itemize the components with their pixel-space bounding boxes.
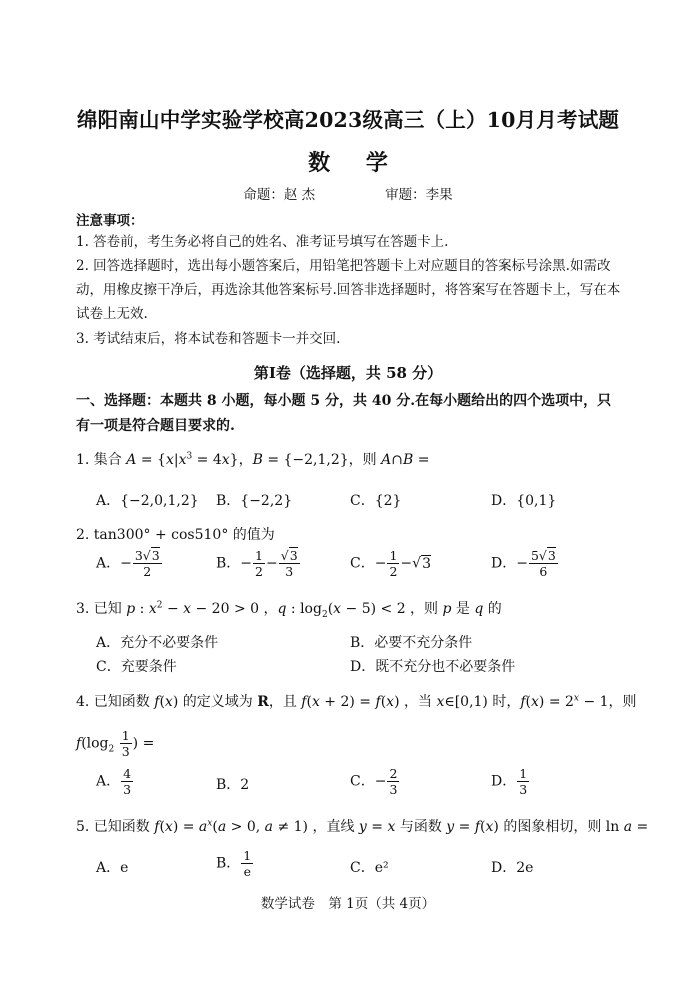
setter-label: 命题：赵 杰 [243,187,316,203]
notice-item-3: 3. 考试结束后，将本试卷和答题卡一并交回. [76,331,341,347]
page-footer: 数学试卷 第 1页（共 4页） [260,896,436,912]
q4-option-b: B．2 [216,777,250,793]
q5-option-c: C．e² [350,860,389,876]
q3-option-a: A．充分不必要条件 [96,635,219,651]
q1-option-a: A．{−2,0,1,2} [96,493,199,509]
authors-line [0,183,696,203]
q1-option-b: B．{−2,2} [216,493,293,509]
question-5-stem: 5. 已知函数 $f(x) = a^x(a > 0$, a ≠ 1) ，直线 y = x 与函数 y = f(x) 的图象相切，则 ln a = [76,818,649,835]
q5-option-a: A．e [96,860,129,876]
q2-option-c: C．− $\frac{1}{2}$ −√3 [350,548,431,579]
exam-title: 绵阳南山中学实验学校高2023级高三（上）10月月考试题 [76,108,620,132]
section-title: 第Ⅰ卷（选择题，共 58 分） [253,364,443,382]
q4-option-d: D． $\frac{1}{3}$ [491,766,528,797]
q4-option-a: A． $\frac{4}{3}$ [96,766,132,797]
notice-item-2: 2. 回答选择题时，选出每小题答案后，用铅笔把答题卡上对应题目的答案标号涂黑.如需改动，用橡皮擦干净后，再选涂其他答案标号.回答非选择题时，将答案写在答题卡上，写在本试卷上无效. [76,258,621,322]
q4-option-c: C．− $\frac{2}{3}$ [350,766,398,797]
q5-option-d: D．2e [491,860,534,876]
question-4-stem: 4. 已知函数 f(x) 的定义域为 R，且 f(x + 2) = f(x) ，当 x∈[0,1) 时，$f(x) = 2^x - 1$，则 [76,693,637,710]
subject-heading: 数 学 [308,150,402,176]
q2-option-a: A．− $\frac{3√3}{2}$ [96,548,160,579]
question-2-stem: 2. tan300° + cos510° 的值为 [76,527,275,543]
question-3-stem: 3. 已知 p : $x^2 - x - 20 > 0$ ，q : $\log_2(x - 5) < 2$ ，则 p 是 q 的 [76,600,502,620]
q2-option-d: D．− $\frac{5√3}{6}$ [491,548,556,579]
question-1-stem: 1. 集合 $A = \{x|x^3 = 4x\}$，B = {−2,1,2}，则 A∩B = [76,451,430,468]
reviewer-label: 审题：李果 [385,187,453,203]
q3-option-d: D．既不充分也不必要条件 [350,659,516,675]
q2-option-b: B．− $\frac{1}{2}$ − $\frac{√3}{3}$ [216,548,298,579]
q3-option-b: B．必要不充分条件 [350,635,473,651]
q1-option-d: D．{0,1} [491,493,557,509]
q3-option-c: C．充要条件 [96,659,177,675]
question-4-expression: $f(\log_2$ $\frac{1}{3}$ ) = [76,728,155,759]
notice-heading: 注意事项： [76,213,144,229]
q1-option-c: C．{2} [350,493,402,509]
notice-item-1: 1. 答卷前，考生务必将自己的姓名、准考证号填写在答题卡上. [76,234,449,250]
q5-option-b: B． $\frac{1}{e}$ [216,848,252,879]
part-one-instructions: 一、选择题：本题共 8 小题，每小题 5 分，共 40 分.在每小题给出的四个选项中，只有一项是符合题目要求的. [76,393,612,434]
